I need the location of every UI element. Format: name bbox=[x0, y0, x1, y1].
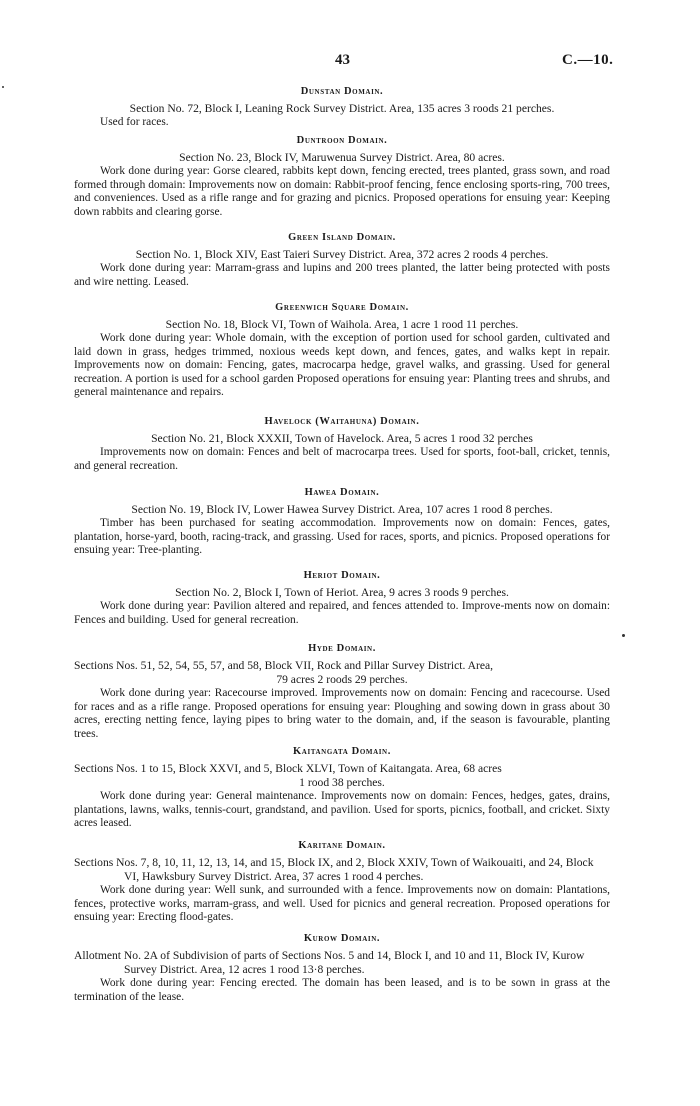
domain-title: Heriot Domain. bbox=[303, 570, 381, 581]
domain-title: Karitane Domain. bbox=[298, 840, 386, 851]
domain-location: Sections Nos. 51, 52, 54, 55, 57, and 58, Block VII, Rock and Pillar Survey District. Area, bbox=[74, 659, 494, 672]
domain-description: Work done during year: Fencing erected. The domain has been leased, and is to be sown in grass at the termination of the lease. bbox=[74, 977, 610, 1003]
domain-location: Sections Nos. 7, 8, 10, 11, 12, 13, 14, and 15, Block IX, and 2, Block XXIV, Town of Waikouaiti, and 24, Block VI, Hawksbury Survey District. Area, 37 acres 1 rood 4 perches. bbox=[74, 856, 594, 883]
domain-location: Section No. 21, Block XXXII, Town of Havelock. Area, 5 acres 1 rood 32 perches bbox=[151, 432, 533, 445]
domain-title: Hyde Domain. bbox=[308, 643, 376, 654]
domain-description: Used for races. bbox=[100, 116, 169, 128]
document-code: C.—10. bbox=[562, 52, 614, 68]
domain-description: Work done during year: Pavilion altered and repaired, and fences attended to. Improve-ments now on domain: Fences and building. Used for general recreation. bbox=[74, 600, 610, 626]
domain-entry-heriot bbox=[74, 570, 610, 627]
scan-speck bbox=[2, 86, 4, 88]
page-header bbox=[0, 52, 700, 74]
domain-entry-karitane bbox=[74, 840, 610, 925]
domain-location: Section No. 2, Block I, Town of Heriot. Area, 9 acres 3 roods 9 perches. bbox=[175, 586, 509, 599]
domain-title: Duntroon Domain. bbox=[296, 135, 388, 146]
domain-entry-kaitangata bbox=[74, 746, 610, 831]
domain-location: Sections Nos. 1 to 15, Block XXVI, and 5, Block XLVI, Town of Kaitangata. Area, 68 acres bbox=[74, 762, 502, 775]
domain-location: Allotment No. 2A of Subdivision of parts of Sections Nos. 5 and 14, Block I, and 10 and 11, Block IV, Kurow Survey District. Area, 12 acres 1 rood 13·8 perches. bbox=[74, 949, 585, 976]
domain-entry-kurow bbox=[74, 933, 610, 1004]
domain-entry-hawea bbox=[74, 487, 610, 558]
domain-location: Section No. 72, Block I, Leaning Rock Survey District. Area, 135 acres 3 roods 21 perches. bbox=[129, 102, 555, 115]
domain-title: Green Island Domain. bbox=[288, 232, 396, 243]
domain-location: Section No. 1, Block XIV, East Taieri Survey District. Area, 372 acres 2 roods 4 perches. bbox=[135, 248, 549, 261]
domain-description: Work done during year: Whole domain, with the exception of portion used for school garden, cultivated and laid down in grass, hedges trimmed, noxious weeds kept down, and fences, gates, and walks kept in repair. Improvements now on domain: Fencing, gates, macrocarpa hedge, gravel walks, and grassing. Used for general recreation. A portion is used for a school garden Proposed operations for ensuing year: Planting trees and shrubs, and general maintenance and repairs. bbox=[74, 332, 610, 399]
domain-title: Kurow Domain. bbox=[303, 933, 381, 944]
scan-speck bbox=[622, 634, 625, 637]
domain-description: Work done during year: General maintenance. Improvements now on domain: Fences, hedges, gates, drains, plantations, lawns, walks, tennis-court, grandstand, and pavilion. Used for sports, picnics, football, and cricket. Sixty acres leased. bbox=[74, 790, 610, 830]
domain-description: Work done during year: Marram-grass and lupins and 200 trees planted, the latter being protected with posts and wire netting. Leased. bbox=[74, 262, 610, 288]
domain-entry-dunstan bbox=[74, 86, 610, 130]
domain-entry-duntroon bbox=[74, 135, 610, 219]
domain-location-continued: 1 rood 38 perches. bbox=[299, 776, 385, 789]
domain-description: Work done during year: Racecourse improved. Improvements now on domain: Fencing and racecourse. Used for races and as a rifle range. Proposed operations for ensuing year: Ploughing and sowing down in grass about 30 acres, erecting netting fence, laying pipes to bring water to the domain, and, if the season is favourable, planting trees. bbox=[74, 687, 610, 740]
page-number: 43 bbox=[335, 52, 350, 68]
domain-title: Greenwich Square Domain. bbox=[275, 302, 409, 313]
domain-title: Hawea Domain. bbox=[304, 487, 380, 498]
domain-description: Improvements now on domain: Fences and belt of macrocarpa trees. Used for sports, foot-ball, cricket, tennis, and general recreation. bbox=[74, 446, 610, 472]
domain-description: Timber has been purchased for seating accommodation. Improvements now on domain: Fences, gates, plantation, horse-yard, booth, racing-track, and grassing. Used for races, sports, and picnics. Proposed operations for ensuing year: Tree-planting. bbox=[74, 517, 610, 557]
domain-entry-green-island bbox=[74, 232, 610, 289]
domain-description: Work done during year: Gorse cleared, rabbits kept down, fencing erected, trees planted, grass sown, and road formed through domain: Improvements now on domain: Rabbit-proof fencing, fence enclosing sports-ring, 700 trees, and conveniences. Used as a rifle range and for grazing and picnics. Proposed operations for ensuing year: Keeping down rabbits and clearing gorse. bbox=[74, 165, 610, 218]
domain-title: Dunstan Domain. bbox=[300, 86, 384, 97]
domain-entry-hyde bbox=[74, 643, 610, 741]
domain-description: Work done during year: Well sunk, and surrounded with a fence. Improvements now on domain: Plantations, fences, protective works, marram-grass, and well. Used for picnics and general recreation. Proposed operations for ensuing year: Erecting flood-gates. bbox=[74, 884, 610, 924]
domain-location: Section No. 19, Block IV, Lower Hawea Survey District. Area, 107 acres 1 rood 8 perches. bbox=[131, 503, 553, 516]
domain-location: Section No. 23, Block IV, Maruwenua Survey District. Area, 80 acres. bbox=[179, 151, 505, 164]
domain-title: Kaitangata Domain. bbox=[293, 746, 391, 757]
domain-entry-greenwich-square bbox=[74, 302, 610, 400]
domain-location: Section No. 18, Block VI, Town of Waihola. Area, 1 acre 1 rood 11 perches. bbox=[165, 318, 519, 331]
domain-entry-havelock bbox=[74, 416, 610, 473]
domain-location-continued: 79 acres 2 roods 29 perches. bbox=[276, 673, 408, 686]
domain-title: Havelock (Waitahuna) Domain. bbox=[264, 416, 420, 427]
